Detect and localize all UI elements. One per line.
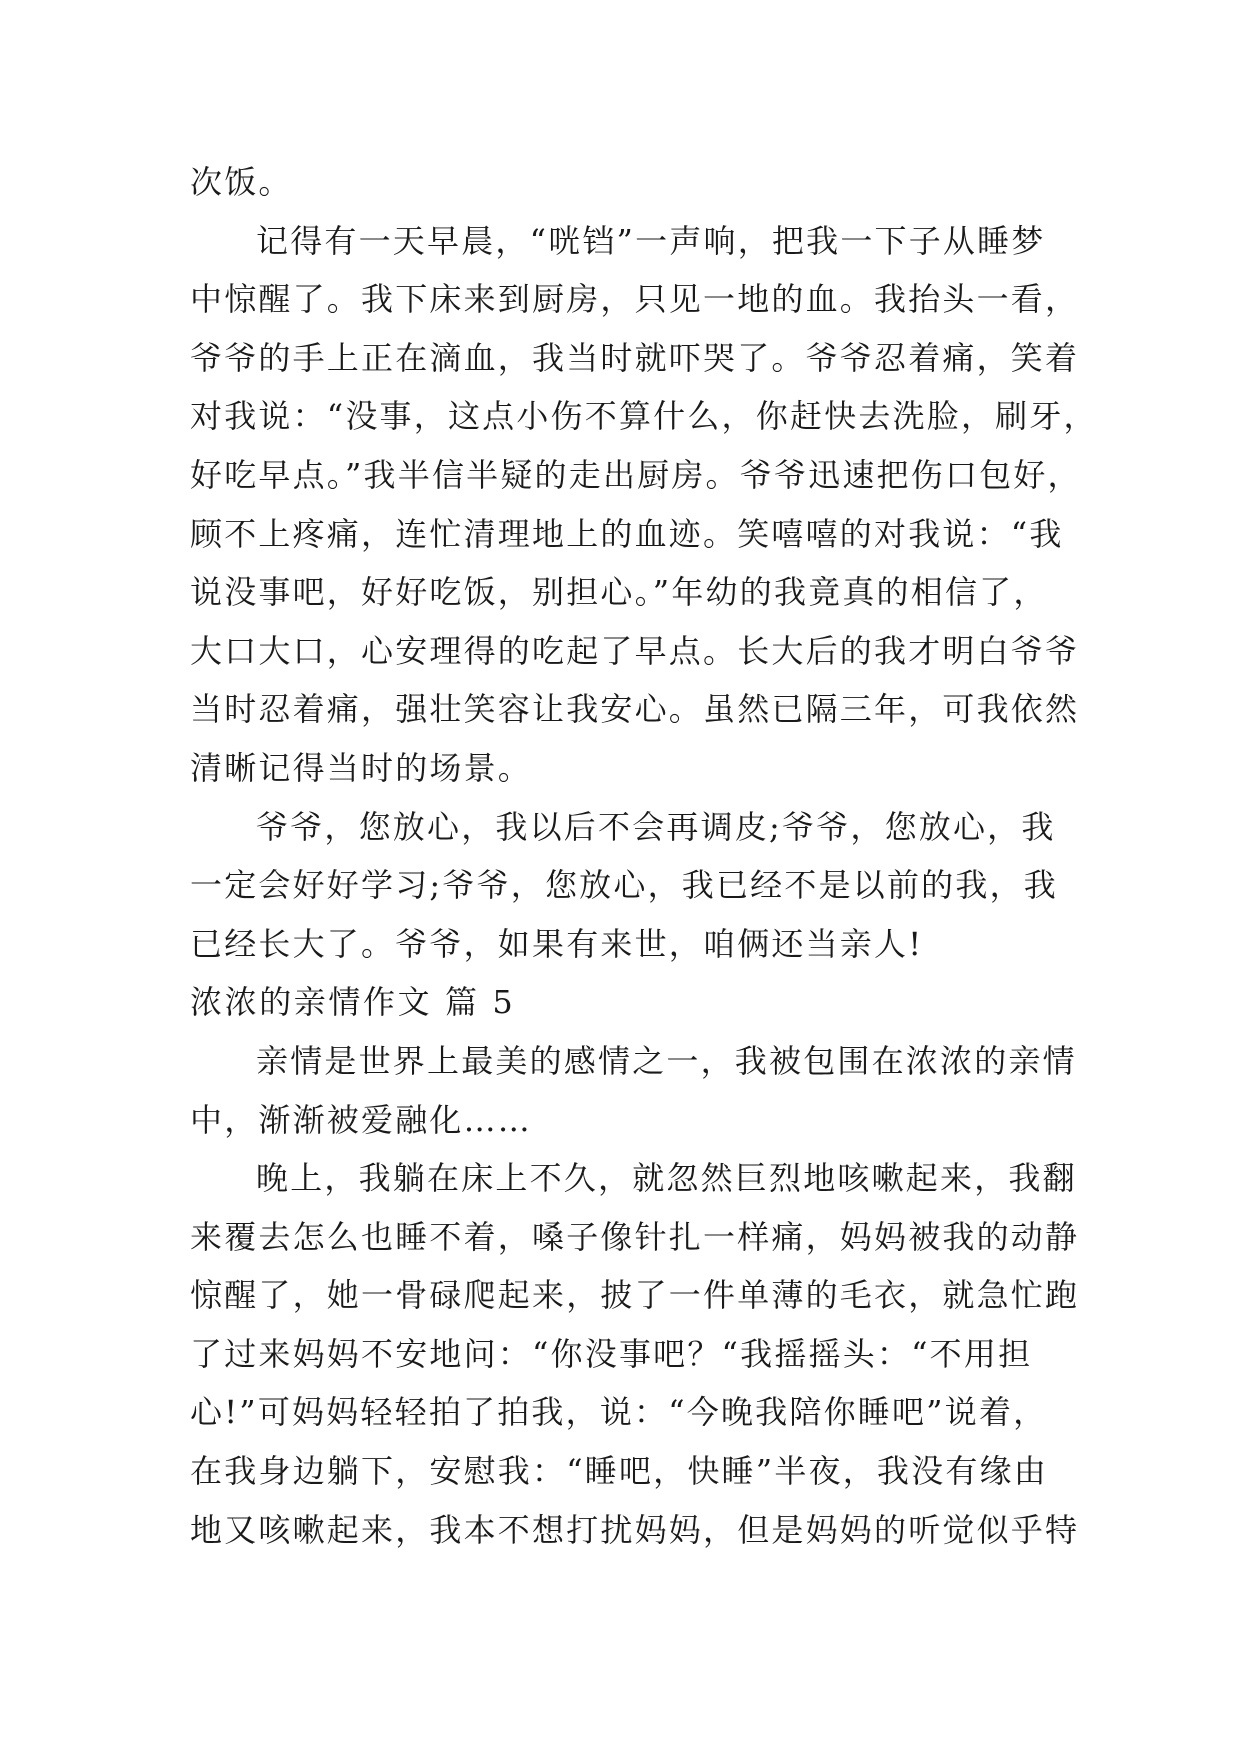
text-line: 中，渐渐被爱融化…… [190,1100,533,1139]
text-line: 当时忍着痛，强壮笑容让我安心。虽然已隔三年，可我依然 [190,690,1080,729]
text-line: 地又咳嗽起来，我本不想打扰妈妈，但是妈妈的听觉似乎特 [190,1510,1080,1549]
text-line: 顾不上疼痛，连忙清理地上的血迹。笑嘻嘻的对我说：“我 [190,514,1064,553]
text-line: 已经长大了。爷爷，如果有来世，咱俩还当亲人! [190,924,924,963]
text-line: 来覆去怎么也睡不着，嗓子像针扎一样痛，妈妈被我的动静 [190,1217,1080,1256]
document-body [190,153,1098,1559]
text-line: 在我身边躺下，安慰我：“睡吧，快睡”半夜，我没有缘由 [190,1452,1048,1491]
text-line: 大口大口，心安理得的吃起了早点。长大后的我才明白爷爷 [190,631,1080,670]
text-line: 对我说：“没事，这点小伤不算什么，你赶快去洗脸，刷牙， [190,397,1098,436]
paragraph-first-line: 爷爷，您放心，我以后不会再调皮;爷爷，您放心，我 [256,807,1056,846]
text-line: 清晰记得当时的场景。 [190,748,533,787]
text-line: 说没事吧，好好吃饭，别担心。”年幼的我竟真的相信了， [190,573,1048,612]
section-heading: 浓浓的亲情作文 篇 5 [190,983,516,1022]
text-line: 爷爷的手上正在滴血，我当时就吓哭了。爷爷忍着痛，笑着 [190,338,1080,377]
paragraph-first-line: 亲情是世界上最美的感情之一，我被包围在浓浓的亲情 [256,1041,1077,1080]
text-line: 了过来妈妈不安地问：“你没事吧？“我摇摇头：“不用担 [190,1334,1033,1373]
text-line: 一定会好好学习;爷爷，您放心，我已经不是以前的我，我 [190,866,1058,905]
text-line: 心!”可妈妈轻轻拍了拍我，说：“今晚我陪你睡吧”说着， [190,1393,1048,1432]
paragraph-first-line: 记得有一天早晨，“咣铛”一声响，把我一下子从睡梦 [256,221,1046,260]
text-line: 好吃早点。”我半信半疑的走出厨房。爷爷迅速把伤口包好， [190,455,1082,494]
text-line: 中惊醒了。我下床来到厨房，只见一地的血。我抬头一看， [190,280,1080,319]
text-line: 次饭。 [190,163,293,201]
text-line: 惊醒了，她一骨碌爬起来，披了一件单薄的毛衣，就急忙跑 [190,1276,1080,1315]
paragraph-first-line: 晚上，我躺在床上不久，就忽然巨烈地咳嗽起来，我翻 [256,1159,1077,1198]
